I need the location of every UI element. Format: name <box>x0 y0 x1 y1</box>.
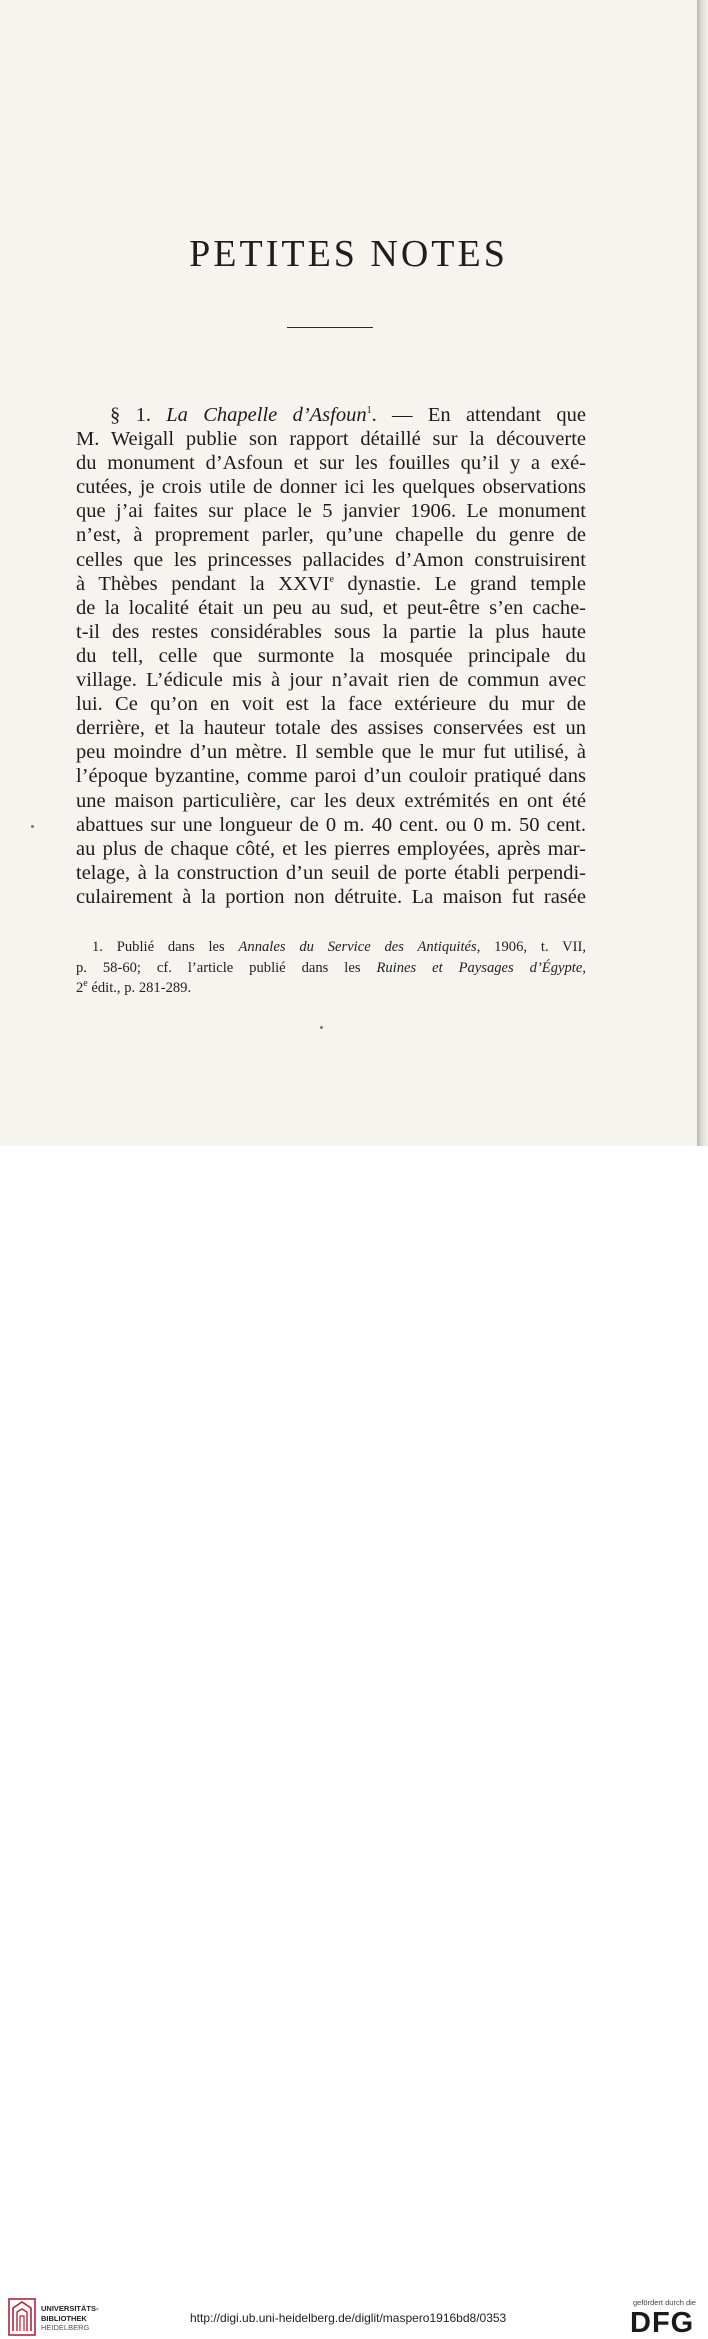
body-line: culairement à la portion non détruite. La maison fut rasée <box>76 885 586 908</box>
body-line: village. L’édicule mis à jour n’avait rien de commun avec <box>76 669 586 692</box>
body-line: à Thèbes pendant la XXVIe dynastie. Le grand temple <box>76 572 586 595</box>
university-library-logo-icon <box>8 2298 36 2336</box>
body-line: derrière, et la hauteur totale des assises conservées est un <box>76 717 586 740</box>
body-line-text: § 1. La Chapelle d’Asfoun$^1$. — En attendant que <box>110 404 586 426</box>
body-line: une maison particulière, car les deux extrémités en ont été <box>76 789 586 812</box>
body-line: que j’ai faites sur place le 5 janvier 1906. Le monument <box>76 500 586 523</box>
title-rule <box>287 327 373 328</box>
library-line: HEIDELBERG <box>41 2323 90 2332</box>
body-line: M. Weigall publie son rapport détaillé sur la découverte <box>76 428 586 451</box>
body-line: telage, à la construction d’un seuil de porte établi perpendi- <box>76 861 586 884</box>
sponsor-caption: gefördert durch die <box>633 2298 696 2307</box>
body-line: du monument d’Asfoun et sur les fouilles qu’il y a exé- <box>76 452 586 475</box>
body-line: cutées, je crois utile de donner ici les quelques observations <box>76 476 586 499</box>
body-line: t-il des restes considérables sous la partie la plus haute <box>76 620 586 643</box>
body-line: de la localité était un peu au sud, et peut-être s’en cache- <box>76 596 586 619</box>
viewer-footer <box>0 1146 708 2339</box>
body-line: n’est, à proprement parler, qu’une chapelle du genre de <box>76 524 586 547</box>
scan-speck <box>31 825 34 828</box>
dfg-logo: DFG <box>630 2307 695 2339</box>
body-line: peu moindre d’un mètre. Il semble que le mur fut utilisé, à <box>76 741 586 764</box>
university-library-name <box>41 2304 99 2333</box>
body-line <box>76 403 586 427</box>
body-line: du tell, celle que surmonte la mosquée principale du <box>76 644 586 667</box>
body-line: celles que les princesses pallacides d’Amon construisirent <box>76 548 586 571</box>
footnote-line: p. 58-60; cf. l’article publié dans les Ruines et Paysages d’Égypte, <box>76 959 586 976</box>
body-line: au plus de chaque côté, et les pierres employées, après mar- <box>76 837 586 860</box>
body-text <box>76 403 586 909</box>
scan-speck <box>320 1026 323 1029</box>
library-line: UNIVERSITÄTS- <box>41 2304 99 2313</box>
body-line: abattues sur une longueur de 0 m. 40 cent. ou 0 m. 50 cent. <box>76 813 586 836</box>
footnote-line: 1. Publié dans les Annales du Service des Antiquités, 1906, t. VII, <box>92 939 586 955</box>
footnote <box>76 937 586 999</box>
body-line: lui. Ce qu’on en voit est la face extérieure du mur de <box>76 693 586 716</box>
page-title: PETITES NOTES <box>189 233 508 275</box>
footnote-line: 2e édit., p. 281-289. <box>76 978 192 996</box>
page-edge <box>697 0 708 1146</box>
source-url-link[interactable]: http://digi.ub.uni-heidelberg.de/diglit/maspero1916bd8/0353 <box>190 2311 507 2325</box>
scanned-page <box>0 0 697 1146</box>
body-line: l’époque byzantine, comme paroi d’un couloir pratiqué dans <box>76 765 586 788</box>
library-line: BIBLIOTHEK <box>41 2313 87 2323</box>
